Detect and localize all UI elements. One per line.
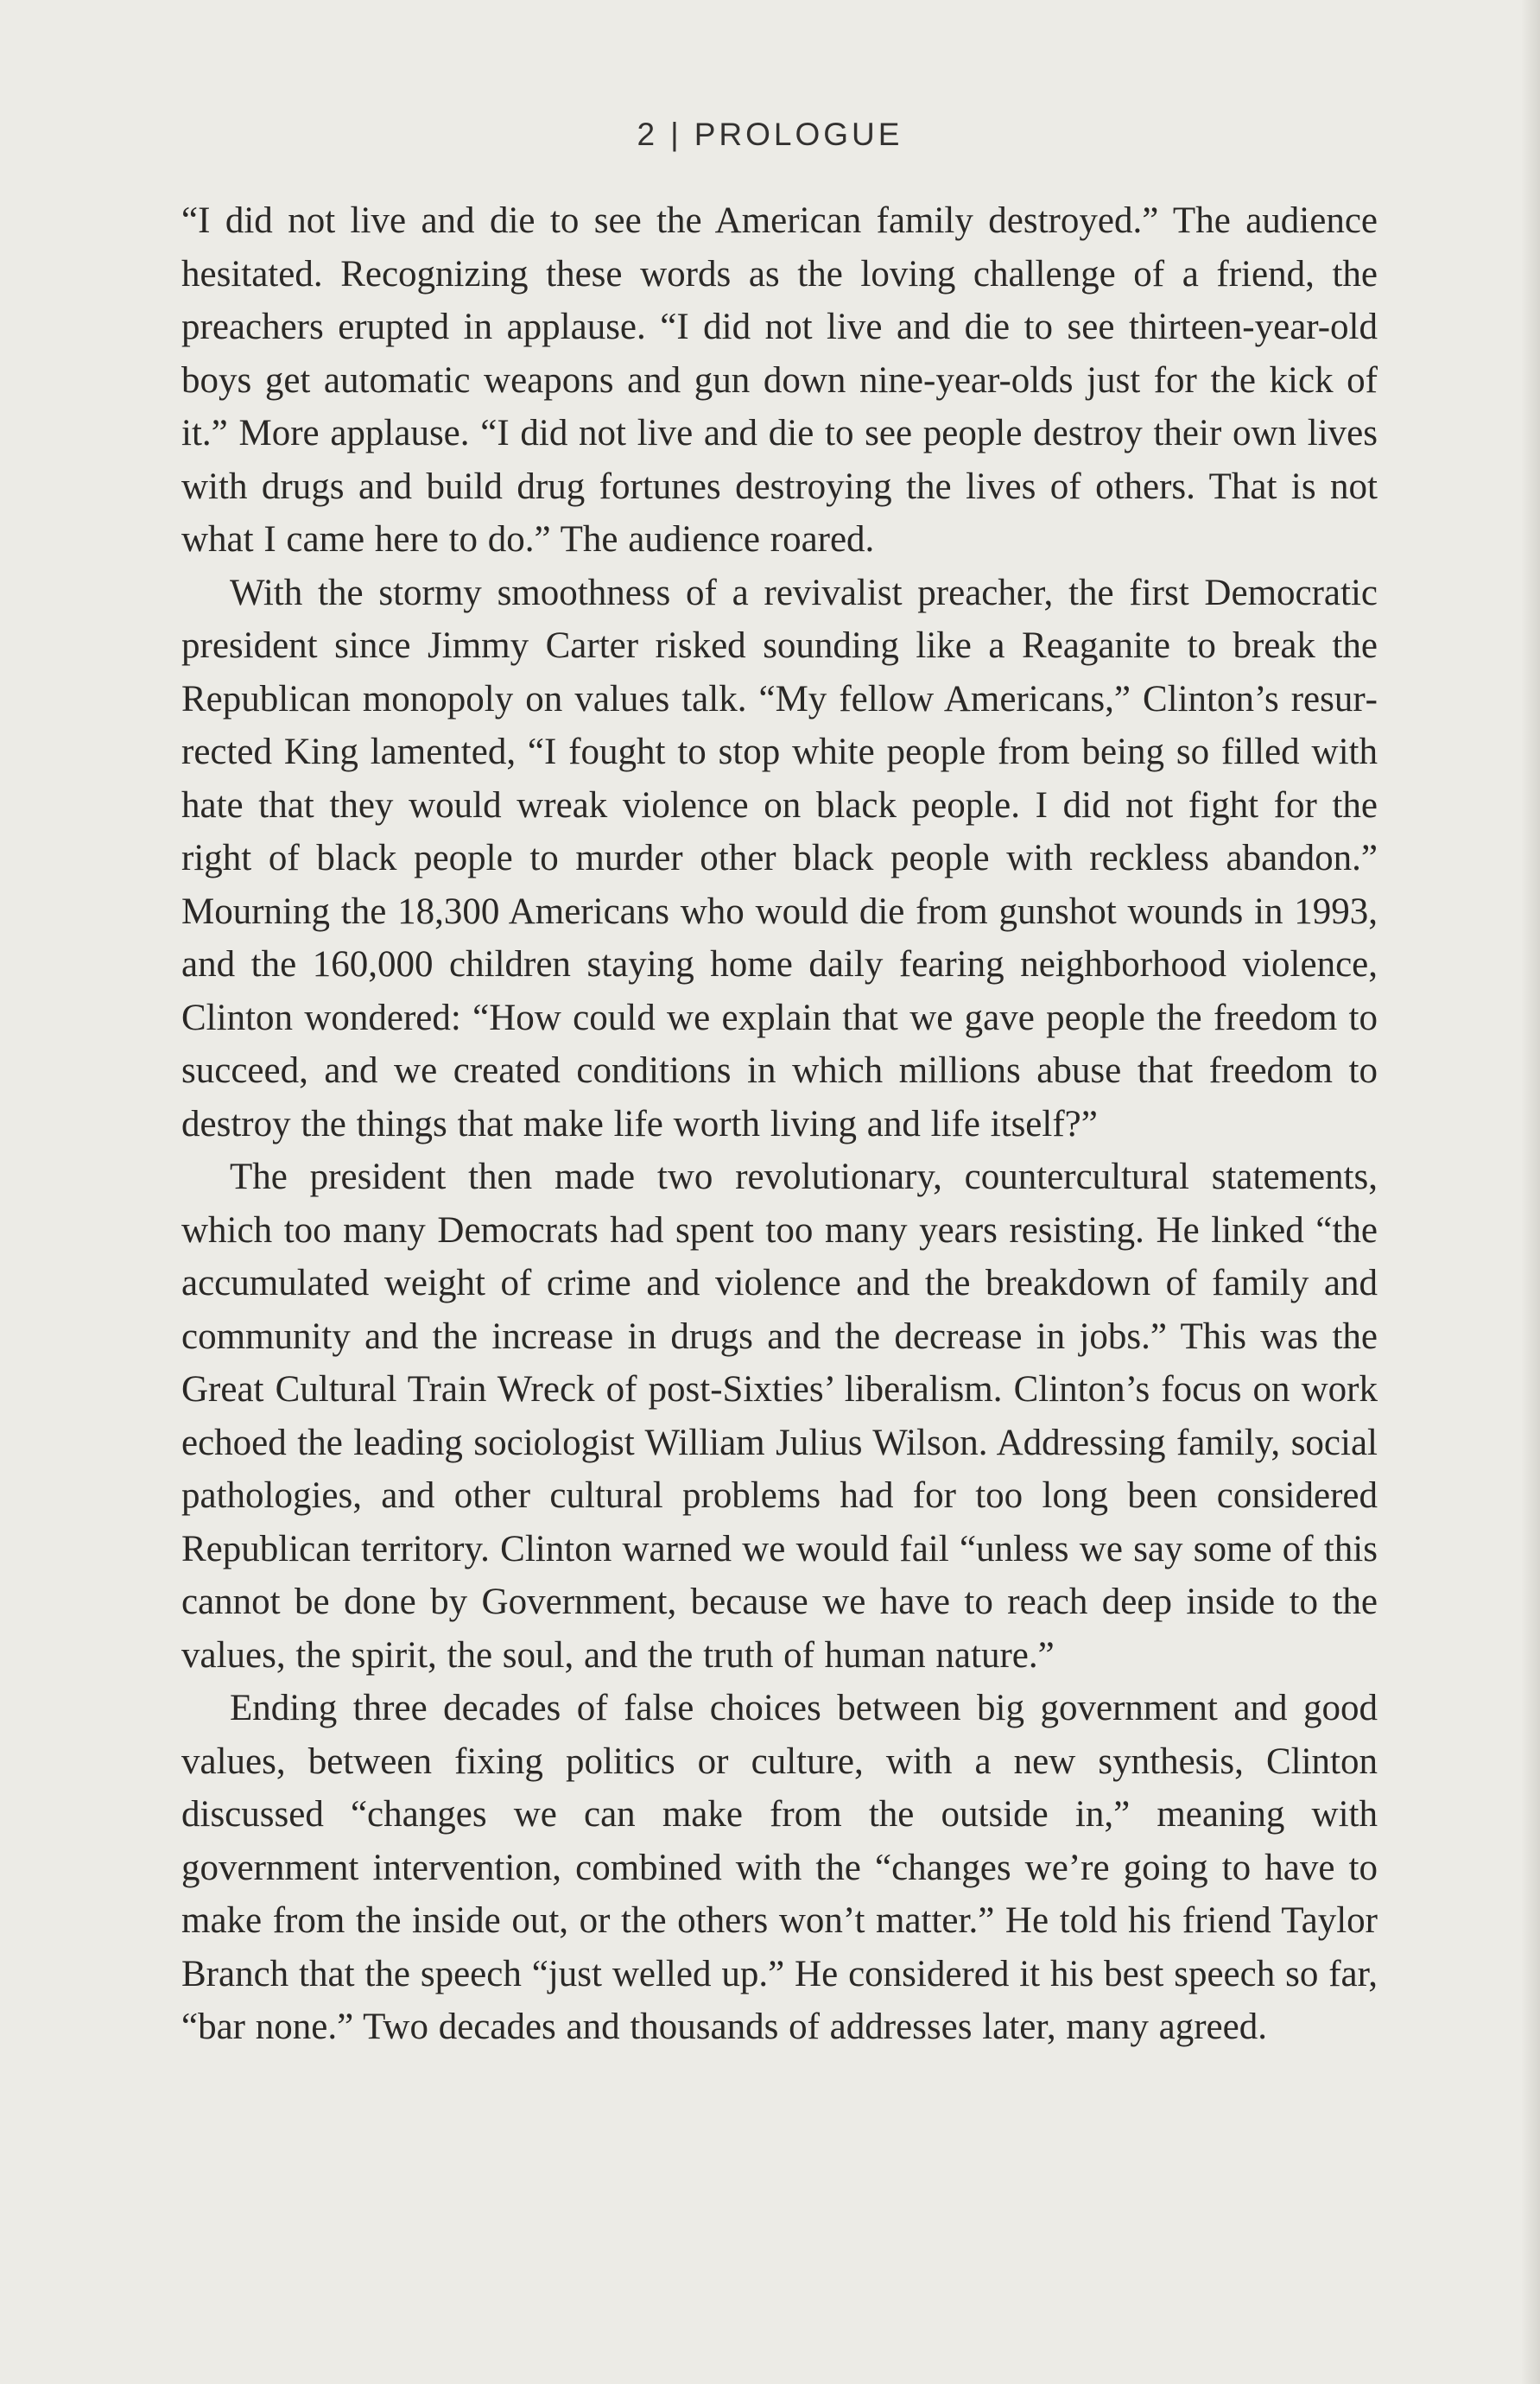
paragraph-4: Ending three decades of false choices between big government and good values, between fixing politics or culture, with a new synthesis, Clinton discussed “changes we can make from the outside in,” meaning with government intervention, combined with the “changes we’re going to have to make from the inside out, or the others won’t matter.” He told his friend Taylor Branch that the speech “just welled up.” He considered it his best speech so far, “bar none.” Two decades and thousands of addresses later, many agreed. bbox=[181, 1688, 1378, 2047]
section-title: PROLOGUE bbox=[694, 117, 903, 152]
paragraph-3: The president then made two revolutionary, countercultural statements, which too many Democrats had spent too many years resisting. He linked “the accumulated weight of crime and violence and the breakdown of family and community and the increase in drugs and the decrease in jobs.” This was the Great Cultural Train Wreck of post-Sixties’ liberalism. Clinton’s focus on work echoed the leading sociologist William Julius Wilson. Addressing family, social pathologies, and other cultural problems had for too long been considered Republican territory. Clinton warned we would fail “unless we say some of this cannot be done by Government, because we have to reach deep inside to the values, the spirit, the soul, and the truth of human nature.” bbox=[181, 1157, 1378, 1676]
page-number: 2 bbox=[637, 117, 659, 152]
body-text bbox=[181, 194, 1378, 2054]
paragraph-2: With the stormy smoothness of a revivalist preacher, the first Democratic president since Jimmy Carter risked sounding like a Reaganite to break the Republican monopoly on values talk. “My fellow Americans,” Clinton’s resurrected King lamented, “I fought to stop white people from being so filled with hate that they would wreak violence on black people. I did not fight for the right of black people to murder other black people with reckless abandon.” Mourning the 18,300 Americans who would die from gunshot wounds in 1993, and the 160,000 children staying home daily fearing neighborhood violence, Clinton wondered: “How could we explain that we gave people the freedom to succeed, and we created conditions in which millions abuse that freedom to destroy the things that make life worth living and life itself?” bbox=[181, 572, 1378, 1144]
header-separator: | bbox=[670, 117, 682, 152]
page-edge-shadow bbox=[1521, 0, 1540, 2384]
paragraph-1: “I did not live and die to see the American family destroyed.” The audience hesitated. Recognizing these words as the loving challenge of a friend, the preachers erupted in applause. “I did not live and die to see thirteen-year-old boys get automatic weapons and gun down nine-year-olds just for the kick of it.” More applause. “I did not live and die to see people destroy their own lives with drugs and build drug fortunes destroying the lives of others. That is not what I came here to do.” The audience roared. bbox=[181, 200, 1378, 560]
running-head bbox=[0, 117, 1540, 153]
